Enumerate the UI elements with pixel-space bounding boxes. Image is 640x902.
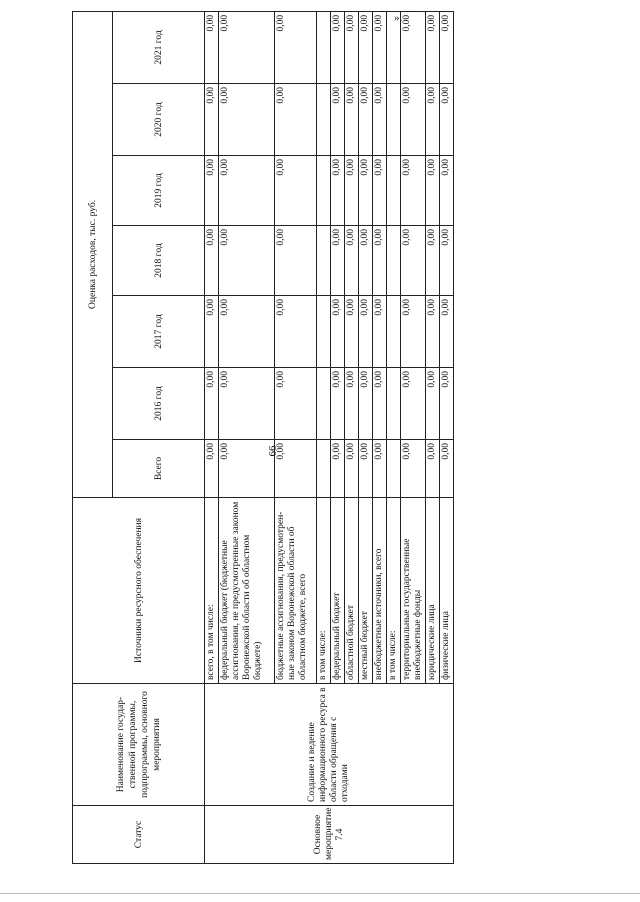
- value-cell: [317, 226, 331, 296]
- source-label: физические лица: [440, 498, 454, 684]
- header-total: Всего: [113, 440, 205, 498]
- value-cell: 0,00: [345, 156, 359, 226]
- value-cell: [387, 368, 401, 440]
- value-cell: 0,00: [219, 296, 275, 368]
- value-cell: 0,00: [205, 296, 219, 368]
- value-cell: 0,00: [426, 156, 440, 226]
- source-label: федеральный бюджет: [331, 498, 345, 684]
- header-status: Статус: [73, 806, 205, 864]
- header-year: 2019 год: [113, 156, 205, 226]
- value-cell: 0,00: [426, 11, 440, 83]
- value-cell: 0,00: [440, 156, 454, 226]
- value-cell: 0,00: [440, 440, 454, 498]
- value-cell: 0,00: [205, 368, 219, 440]
- value-cell: 0,00: [440, 226, 454, 296]
- source-label: в том числе:: [317, 498, 331, 684]
- header-year: 2016 год: [113, 368, 205, 440]
- value-cell: 0,00: [401, 11, 426, 83]
- value-cell: 0,00: [205, 226, 219, 296]
- value-cell: 0,00: [426, 84, 440, 156]
- source-label: местный бюджет: [359, 498, 373, 684]
- value-cell: 0,00: [275, 84, 317, 156]
- value-cell: 0,00: [345, 84, 359, 156]
- header-year: 2021 год: [113, 11, 205, 83]
- value-cell: 0,00: [275, 440, 317, 498]
- value-cell: [387, 156, 401, 226]
- value-cell: 0,00: [401, 368, 426, 440]
- value-cell: 0,00: [331, 84, 345, 156]
- value-cell: 0,00: [219, 84, 275, 156]
- value-cell: 0,00: [401, 84, 426, 156]
- page-number: 66: [267, 445, 279, 457]
- value-cell: 0,00: [331, 11, 345, 83]
- value-cell: 0,00: [359, 84, 373, 156]
- value-cell: 0,00: [426, 440, 440, 498]
- value-cell: 0,00: [426, 368, 440, 440]
- rotated-table-inner: [72, 12, 451, 864]
- value-cell: 0,00: [219, 368, 275, 440]
- source-label: юридические лица: [426, 498, 440, 684]
- value-cell: 0,00: [440, 11, 454, 83]
- value-cell: 0,00: [275, 156, 317, 226]
- value-cell: 0,00: [205, 440, 219, 498]
- value-cell: 0,00: [359, 226, 373, 296]
- value-cell: 0,00: [373, 11, 387, 83]
- closing-quote: ».: [394, 12, 403, 24]
- source-label: бюджетные ассигнования, предусмотрен-ные законом Воронежской области об областном бюджете, всего: [275, 498, 317, 684]
- value-cell: 0,00: [373, 156, 387, 226]
- value-cell: 0,00: [205, 156, 219, 226]
- source-label: всего, в том числе:: [205, 498, 219, 684]
- value-cell: 0,00: [359, 368, 373, 440]
- value-cell: 0,00: [373, 296, 387, 368]
- value-cell: 0,00: [205, 84, 219, 156]
- measure-name: Создание и ведение информационного ресурса в области обращения с отходами: [205, 684, 454, 806]
- value-cell: [317, 368, 331, 440]
- value-cell: 0,00: [359, 296, 373, 368]
- value-cell: 0,00: [275, 226, 317, 296]
- value-cell: 0,00: [440, 296, 454, 368]
- value-cell: 0,00: [373, 84, 387, 156]
- value-cell: 0,00: [345, 296, 359, 368]
- value-cell: 0,00: [345, 226, 359, 296]
- value-cell: 0,00: [219, 440, 275, 498]
- value-cell: 0,00: [440, 368, 454, 440]
- table-row: [205, 11, 219, 863]
- value-cell: 0,00: [345, 368, 359, 440]
- header-year: 2017 год: [113, 296, 205, 368]
- value-cell: 0,00: [426, 296, 440, 368]
- value-cell: 0,00: [401, 226, 426, 296]
- header-name: Наименование государ-ственной программы, подпрограммы, основного мероприятия: [73, 684, 205, 806]
- value-cell: 0,00: [331, 368, 345, 440]
- page-edge-line: [0, 893, 640, 894]
- value-cell: 0,00: [331, 226, 345, 296]
- value-cell: 0,00: [219, 156, 275, 226]
- value-cell: [387, 226, 401, 296]
- value-cell: 0,00: [331, 296, 345, 368]
- value-cell: 0,00: [275, 368, 317, 440]
- value-cell: 0,00: [426, 226, 440, 296]
- value-cell: 0,00: [275, 296, 317, 368]
- measure-status: Основное мероприятие 7.4: [205, 806, 454, 864]
- value-cell: 0,00: [219, 11, 275, 83]
- value-cell: 0,00: [331, 440, 345, 498]
- value-cell: 0,00: [401, 296, 426, 368]
- value-cell: 0,00: [401, 156, 426, 226]
- value-cell: 0,00: [275, 11, 317, 83]
- budget-table: [72, 11, 454, 864]
- value-cell: 0,00: [345, 440, 359, 498]
- source-label: территориальные государственные внебюджетные фонды: [401, 498, 426, 684]
- value-cell: [317, 156, 331, 226]
- value-cell: 0,00: [440, 84, 454, 156]
- header-estimate: Оценка расходов, тыс. руб.: [73, 11, 113, 497]
- value-cell: 0,00: [345, 11, 359, 83]
- source-label: внебюджетные источники, всего: [373, 498, 387, 684]
- header-year: 2018 год: [113, 226, 205, 296]
- value-cell: 0,00: [401, 440, 426, 498]
- value-cell: 0,00: [331, 156, 345, 226]
- value-cell: 0,00: [205, 11, 219, 83]
- value-cell: 0,00: [373, 226, 387, 296]
- value-cell: [387, 84, 401, 156]
- value-cell: [317, 11, 331, 83]
- source-label: в том числе:: [387, 498, 401, 684]
- header-sources: Источники ресурсного обеспечения: [73, 498, 205, 684]
- header-year: 2020 год: [113, 84, 205, 156]
- value-cell: 0,00: [373, 368, 387, 440]
- value-cell: 0,00: [359, 440, 373, 498]
- rotated-table-area: [72, 12, 451, 864]
- value-cell: 0,00: [373, 440, 387, 498]
- value-cell: [317, 84, 331, 156]
- value-cell: 0,00: [219, 226, 275, 296]
- source-label: областной бюджет: [345, 498, 359, 684]
- value-cell: [387, 296, 401, 368]
- source-label: федеральный бюджет (бюджетные ассигнования, не предусмотренные законом Воронежской области об областном бюджете): [219, 498, 275, 684]
- value-cell: [387, 440, 401, 498]
- value-cell: [317, 296, 331, 368]
- value-cell: 0,00: [359, 11, 373, 83]
- value-cell: 0,00: [359, 156, 373, 226]
- value-cell: [317, 440, 331, 498]
